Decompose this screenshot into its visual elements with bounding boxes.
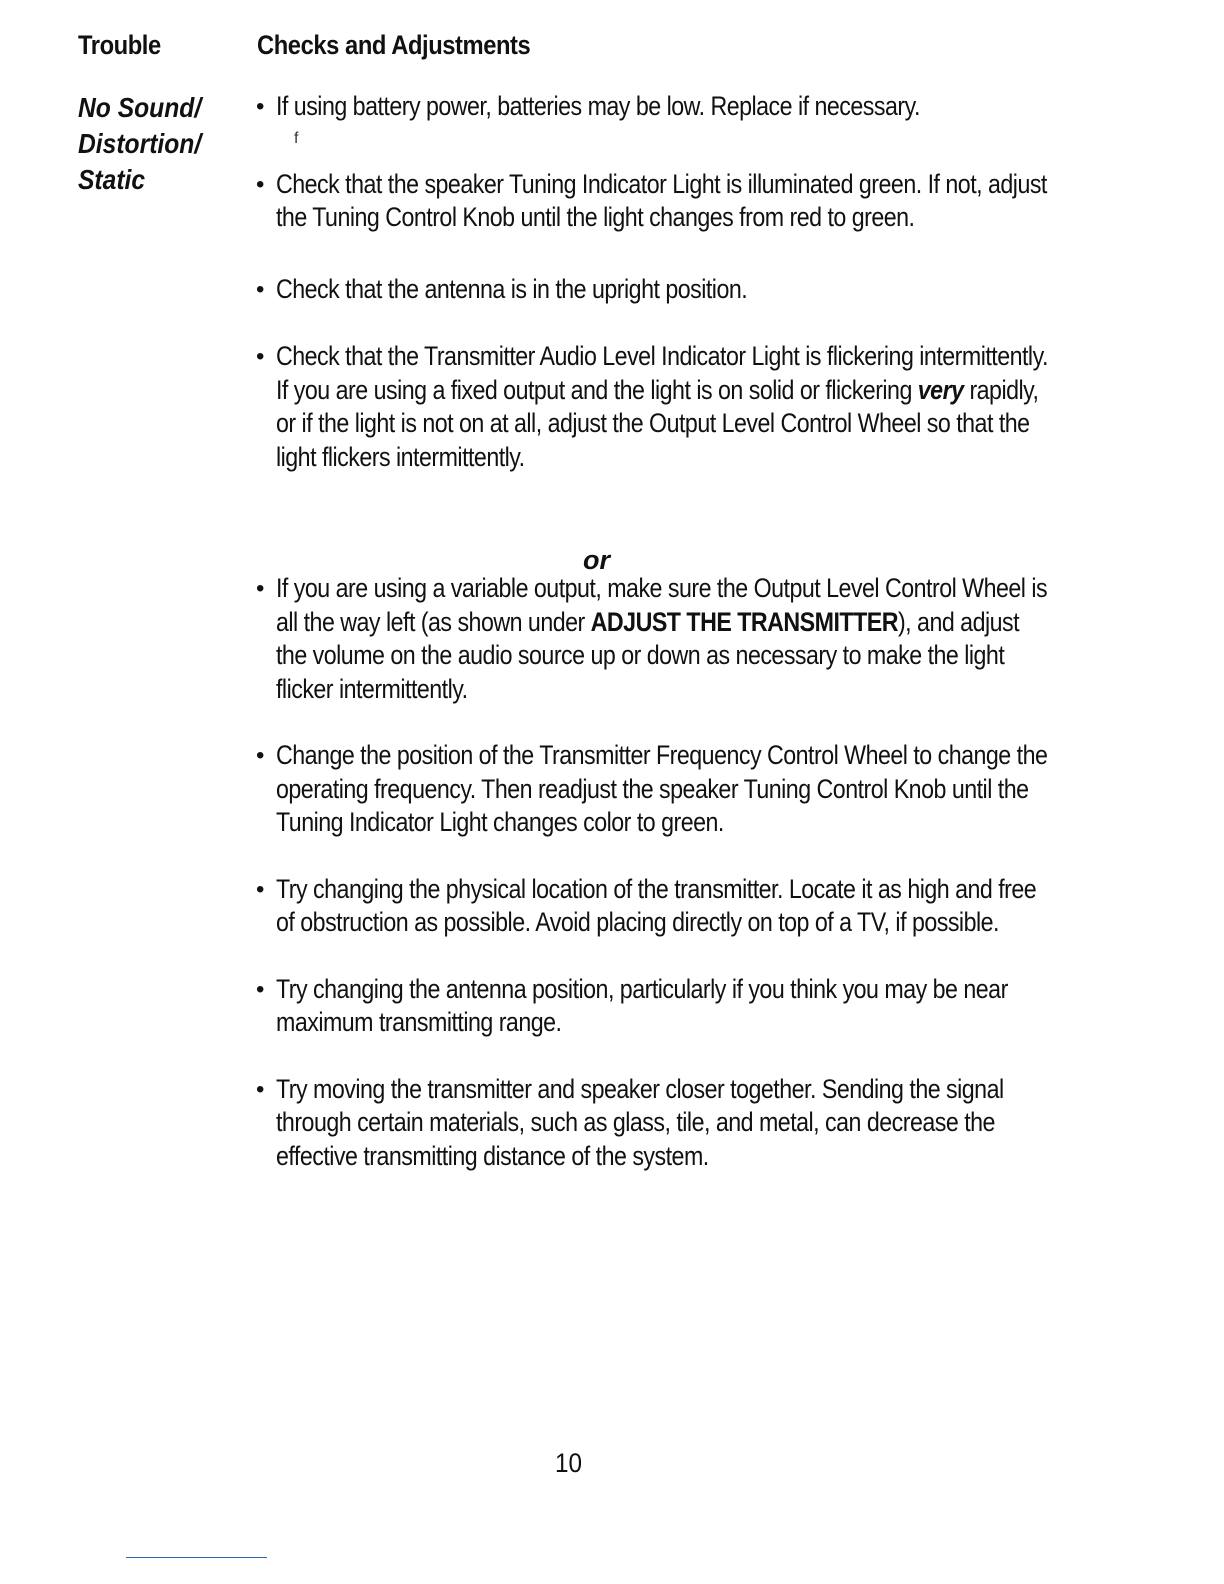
bottom-rule <box>126 1557 267 1558</box>
check-item-text <box>276 572 1050 706</box>
check-item-text-a: Check that the Transmitter Audio Level Indicator Light is flickering intermittently. If you are using a fixed output and the light is on solid or flickering <box>276 341 1048 405</box>
check-item-text: Check that the speaker Tuning Indicator Light is illuminated green. If not, adjust the Tuning Control Knob until the light changes from red to green. <box>276 168 1047 232</box>
emphasis-very: very <box>917 374 964 405</box>
check-item <box>256 1073 1076 1174</box>
trouble-column-header: Trouble <box>78 30 161 60</box>
stray-mark: f <box>294 130 299 147</box>
check-item-text <box>276 340 1050 474</box>
check-item-text: If using battery power, batteries may be low. Replace if necessary. <box>276 91 920 121</box>
trouble-line: Static <box>78 164 146 195</box>
bullet-icon: • <box>256 170 264 198</box>
check-item-text: Change the position of the Transmitter Frequency Control Wheel to change the operating frequency. Then readjust the speaker Tuning Control Knob until the Tuning Indicator Light changes color to green. <box>276 740 1048 837</box>
check-item-text: Try changing the antenna position, particularly if you think you may be near maximum transmitting range. <box>276 973 1008 1037</box>
or-separator: or <box>583 545 610 575</box>
bullet-icon: • <box>256 975 264 1003</box>
check-item <box>256 873 1076 940</box>
check-item-text-a: If you are using a variable output, make sure the Output Level Control Wheel is all the way left (as shown under <box>276 573 1048 637</box>
bullet-icon: • <box>256 343 264 370</box>
trouble-line: Distortion/ <box>78 128 202 159</box>
bullet-icon: • <box>256 275 264 303</box>
check-item-text-b: ), and adjust the volume on the audio source up or down as necessary to make the light flicker intermittently. <box>276 606 1020 704</box>
trouble-line: No Sound/ <box>78 92 202 123</box>
check-item <box>256 973 1076 1040</box>
bullet-icon: • <box>256 575 264 602</box>
checks-column-header: Checks and Adjustments <box>257 30 531 60</box>
check-item <box>256 739 1076 840</box>
checks-list <box>256 90 1076 1173</box>
bullet-icon: • <box>256 742 264 769</box>
check-item-text-b: rapidly, or if the light is not on at all, adjust the Output Level Control Wheel so that the light flickers intermittently. <box>276 374 1039 472</box>
check-item-text: Try moving the transmitter and speaker closer together. Sending the signal through certain materials, such as glass, tile, and metal, can decrease the effective transmitting distance of the system. <box>276 1073 1004 1171</box>
bullet-icon: • <box>256 875 264 903</box>
check-item <box>256 572 1076 706</box>
page-number: 10 <box>555 1448 583 1478</box>
check-item-text: Check that the antenna is in the upright position. <box>276 273 748 304</box>
check-item <box>256 168 1076 235</box>
bullet-icon: • <box>256 93 264 120</box>
bullet-icon: • <box>256 1075 264 1103</box>
trouble-name <box>78 90 219 198</box>
section-reference: ADJUST THE TRANSMITTER <box>590 606 898 637</box>
check-item <box>256 90 1076 124</box>
check-item-text: Try changing the physical location of the transmitter. Locate it as high and free of obstruction as possible. Avoid placing directly on top of a TV, if possible. <box>276 873 1037 937</box>
check-item <box>256 273 1076 307</box>
check-item <box>256 340 1076 474</box>
